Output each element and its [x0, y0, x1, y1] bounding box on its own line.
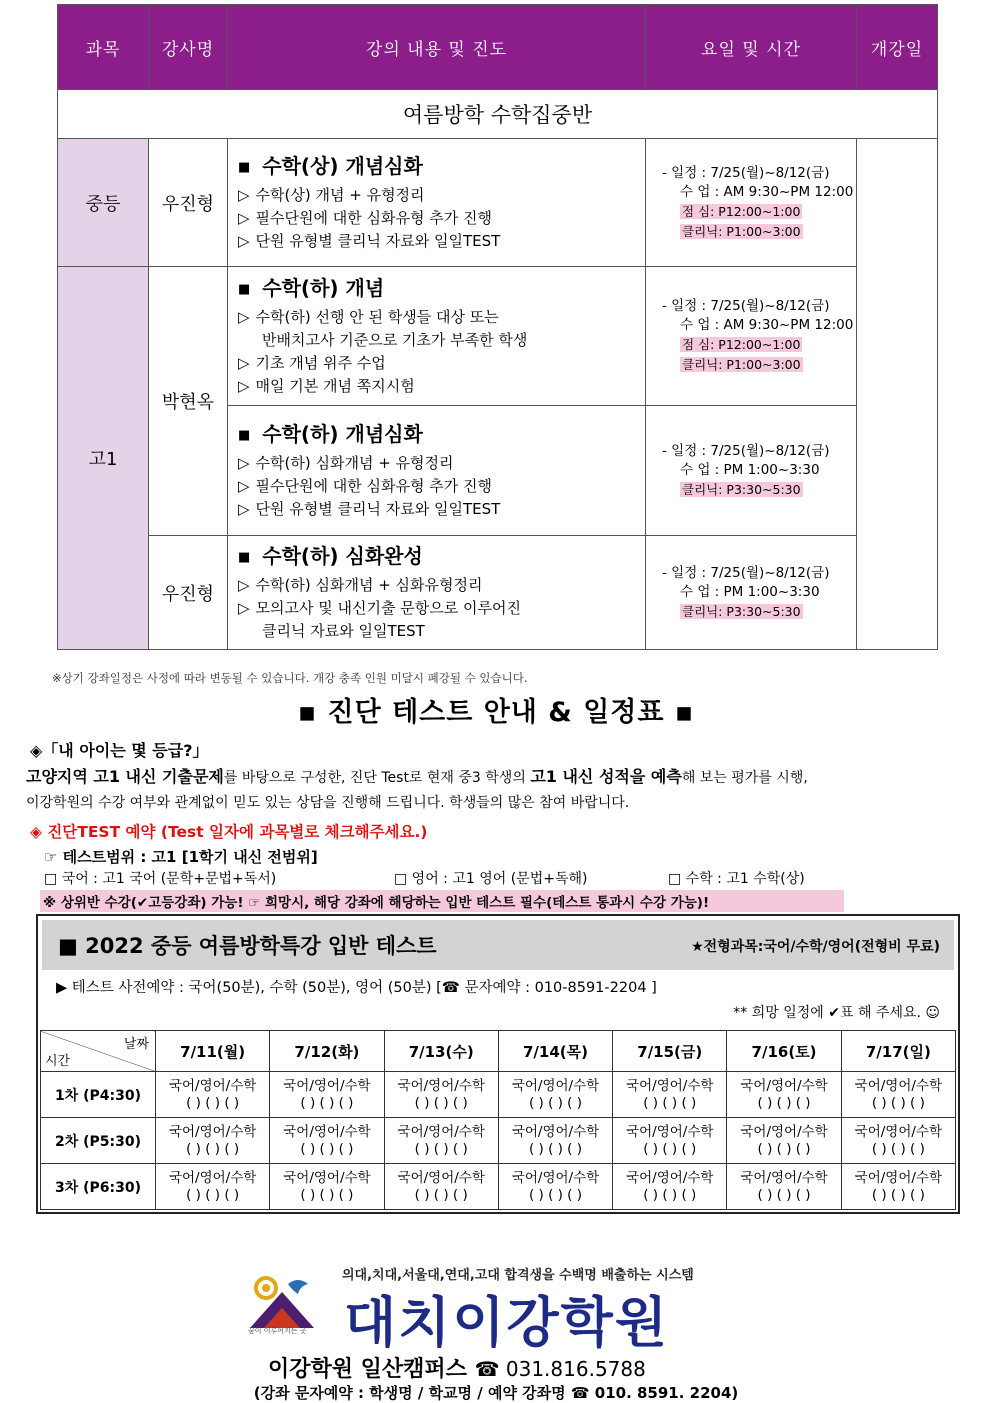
class-time-text: 수 업 : AM 9:30~PM 12:00: [680, 317, 854, 333]
slot-subjects: 국어/영어/수학: [854, 1077, 943, 1094]
test-slot-cell[interactable]: [384, 1164, 498, 1210]
test-range: ☞ 테스트범위 : 고1 [1학기 내신 전범위]: [44, 848, 318, 866]
course-item: ▷ 기초 개념 위주 수업: [238, 354, 386, 372]
time-cell: [646, 406, 857, 536]
course-item: ▷ 수학(하) 심화개념 + 유형정리: [238, 454, 454, 472]
period-text: - 일정 : 7/25(월)~8/12(금): [662, 564, 830, 581]
test-slot-cell[interactable]: [727, 1118, 841, 1164]
table-row: [58, 536, 938, 650]
header-content: 강의 내용 및 진도: [228, 5, 646, 90]
test-slot-cell[interactable]: [727, 1164, 841, 1210]
test-slot-cell[interactable]: [270, 1118, 384, 1164]
class-time-text: 수 업 : AM 9:30~PM 12:00: [680, 183, 854, 200]
course-item: ▷ 수학(하) 심화개념 + 심화유형정리: [238, 576, 483, 594]
course-item: ▷ 필수단원에 대한 심화유형 추가 진행: [238, 477, 492, 495]
test-slot-cell[interactable]: [841, 1164, 955, 1210]
course-title: ■ 수학(하) 개념심화: [238, 422, 423, 446]
test-slot-cell[interactable]: [156, 1072, 270, 1118]
course-schedule-table: [57, 4, 938, 650]
academy-logo: [244, 1274, 322, 1344]
placement-test-subjects: ★전형과목:국어/수학/영어(전형비 무료): [691, 939, 940, 955]
intro-paragraph: [26, 764, 966, 816]
question-heading: ◈「내 아이는 몇 등급?」: [30, 741, 209, 760]
date-header: 7/14(목): [498, 1031, 612, 1072]
triangle-bullet-icon: ▷: [238, 576, 250, 594]
course-item: ▷ 단원 유형별 클리닉 자료와 일일TEST: [238, 500, 501, 518]
placement-test-box: [36, 914, 960, 1214]
slot-subjects: 국어/영어/수학: [397, 1169, 485, 1186]
session-row: [41, 1072, 956, 1118]
lunch-time-text: 점 심: P12:00~1:00: [682, 337, 801, 352]
date-header: 7/16(토): [727, 1031, 841, 1072]
table-row: [58, 139, 938, 267]
slot-subjects: 국어/영어/수학: [511, 1077, 600, 1094]
intro-text: 해 보는 평가를 시행,: [681, 770, 808, 786]
campus-name: 이강학원 일산캠퍼스: [268, 1357, 467, 1382]
triangle-bullet-icon: ▷: [238, 454, 250, 472]
placement-test-title: ■ 2022 중등 여름방학특강 입반 테스트: [58, 934, 437, 958]
slot-subjects: 국어/영어/수학: [626, 1169, 714, 1186]
date-header: 7/17(일): [841, 1031, 955, 1072]
test-slot-cell[interactable]: [156, 1164, 270, 1210]
slot-checkboxes[interactable]: ( ) ( ) ( ): [871, 1186, 925, 1203]
clinic-time-text: 클리닉: P1:00~3:00: [682, 223, 801, 239]
start-date-cell: [857, 139, 938, 650]
test-slot-cell[interactable]: [384, 1118, 498, 1164]
clinic-time-text: 클리닉: P3:30~5:30: [682, 603, 801, 619]
clinic-time-text: 클리닉: P1:00~3:00: [682, 357, 801, 372]
banner-row: [58, 90, 938, 139]
slot-subjects: 국어/영어/수학: [397, 1077, 485, 1094]
intro-emphasis: 고양지역 고1 내신 기출문제: [26, 767, 224, 786]
slot-subjects: 국어/영어/수학: [283, 1123, 371, 1140]
test-slot-cell[interactable]: [270, 1164, 384, 1210]
slot-subjects: 국어/영어/수학: [740, 1077, 828, 1094]
academy-slogan: 의대,치대,서울대,연대,고대 합격생을 수백명 배출하는 시스템: [342, 1268, 694, 1283]
slot-subjects: 국어/영어/수학: [511, 1123, 600, 1140]
slot-checkboxes[interactable]: ( ) ( ) ( ): [300, 1094, 354, 1111]
test-slot-cell[interactable]: [498, 1118, 612, 1164]
slot-checkboxes[interactable]: ( ) ( ) ( ): [643, 1140, 697, 1157]
test-schedule-grid: [40, 1030, 956, 1210]
subject-cell: 고1: [58, 267, 149, 650]
time-cell: [646, 139, 857, 267]
check-hint: ** 희망 일정에 ✔표 해 주세요. ☺: [733, 1005, 940, 1021]
time-cell: [646, 267, 857, 406]
header-start-date: 개강일: [857, 5, 938, 90]
slot-checkboxes[interactable]: ( ) ( ) ( ): [757, 1186, 811, 1203]
triangle-bullet-icon: ▷: [238, 477, 250, 495]
slot-subjects: 국어/영어/수학: [626, 1123, 714, 1140]
slot-subjects: 국어/영어/수학: [283, 1077, 371, 1094]
course-content: [228, 536, 646, 650]
test-slot-cell[interactable]: [613, 1164, 727, 1210]
intro-text: 이강학원의 수강 여부와 관계없이 믿도 있는 상담을 진행해 드립니다. 학생들의 많은 참여 바랍니다.: [26, 795, 630, 811]
test-slot-cell[interactable]: [156, 1118, 270, 1164]
test-slot-cell[interactable]: [841, 1072, 955, 1118]
table-header-row: [58, 5, 938, 90]
triangle-bullet-icon: ▷: [238, 209, 250, 227]
course-item-continued: 클리닉 자료와 일일TEST: [262, 622, 425, 640]
course-item: ▷ 수학(상) 개념 + 유형정리: [238, 186, 425, 204]
slot-checkboxes[interactable]: ( ) ( ) ( ): [414, 1094, 468, 1111]
subject-checkbox-math[interactable]: □ 수학 : 고1 수학(상): [668, 871, 805, 887]
date-header: 7/11(월): [156, 1031, 270, 1072]
course-title: ■ 수학(하) 심화완성: [238, 544, 423, 568]
slot-checkboxes[interactable]: ( ) ( ) ( ): [528, 1094, 583, 1111]
triangle-bullet-icon: ▷: [238, 232, 250, 250]
period-text: - 일정 : 7/25(월)~8/12(금): [662, 298, 830, 314]
slot-checkboxes[interactable]: ( ) ( ) ( ): [300, 1186, 354, 1203]
test-slot-cell[interactable]: [613, 1072, 727, 1118]
placement-test-header: [42, 920, 954, 970]
corner-time-label: 시간: [45, 1054, 71, 1069]
slot-checkboxes[interactable]: ( ) ( ) ( ): [757, 1140, 811, 1157]
test-slot-cell[interactable]: [498, 1072, 612, 1118]
slot-subjects: 국어/영어/수학: [283, 1169, 371, 1186]
slot-checkboxes[interactable]: ( ) ( ) ( ): [643, 1186, 697, 1203]
triangle-bullet-icon: ▷: [238, 186, 250, 204]
slot-subjects: 국어/영어/수학: [626, 1077, 714, 1094]
time-cell: [646, 536, 857, 650]
reservation-heading: ◈ 진단TEST 예약 (Test 일자에 과목별로 체크해주세요.): [30, 823, 428, 841]
course-title: ■ 수학(하) 개념: [238, 276, 385, 300]
slot-checkboxes[interactable]: ( ) ( ) ( ): [528, 1186, 583, 1203]
course-item-continued: 반배치고사 기준으로 기초가 부족한 학생: [262, 331, 528, 349]
square-bullet-icon: ■: [238, 282, 251, 297]
course-content: [228, 406, 646, 536]
header-time: 요일 및 시간: [646, 5, 857, 90]
teacher-cell: 우진형: [149, 536, 228, 650]
slot-checkboxes[interactable]: ( ) ( ) ( ): [528, 1140, 583, 1157]
date-header: 7/13(수): [384, 1031, 498, 1072]
academy-brand-name: 대치이강학원: [344, 1291, 669, 1354]
test-slot-cell[interactable]: [727, 1072, 841, 1118]
test-subjects: [44, 868, 944, 888]
session-label: 2차 (P5:30): [41, 1118, 156, 1164]
intro-text: 를 바탕으로 구성한, 진단 Test로 현재 중3 학생의: [223, 770, 531, 786]
test-slot-cell[interactable]: [841, 1118, 955, 1164]
course-content: [228, 267, 646, 406]
triangle-bullet-icon: ▷: [238, 377, 250, 395]
lunch-time-text: 점 심: P12:00~1:00: [682, 203, 801, 219]
slot-subjects: 국어/영어/수학: [854, 1123, 943, 1140]
slot-subjects: 국어/영어/수학: [397, 1123, 485, 1140]
session-label: 1차 (P4:30): [41, 1072, 156, 1118]
slot-subjects: 국어/영어/수학: [854, 1169, 943, 1186]
slot-subjects: 국어/영어/수학: [168, 1123, 257, 1140]
grid-corner: [41, 1031, 156, 1072]
header-subject: 과목: [58, 5, 149, 90]
square-bullet-icon: ■: [238, 160, 251, 175]
campus-line: [268, 1352, 646, 1383]
logo-emblem-icon: [244, 1274, 322, 1330]
campus-phone: ☎ 031.816.5788: [474, 1357, 646, 1381]
triangle-bullet-icon: ▷: [238, 308, 250, 326]
square-bullet-icon: ■: [238, 428, 251, 443]
test-slot-cell[interactable]: [384, 1072, 498, 1118]
slot-subjects: 국어/영어/수학: [168, 1077, 257, 1094]
slot-subjects: 국어/영어/수학: [740, 1169, 828, 1186]
slot-checkboxes[interactable]: ( ) ( ) ( ): [414, 1140, 468, 1157]
slot-subjects: 국어/영어/수학: [740, 1123, 828, 1140]
course-item: ▷ 수학(하) 선행 안 된 학생들 대상 또는: [238, 308, 499, 326]
slot-checkboxes[interactable]: ( ) ( ) ( ): [300, 1140, 354, 1157]
slot-checkboxes[interactable]: ( ) ( ) ( ): [186, 1140, 240, 1157]
triangle-bullet-icon: ▷: [238, 354, 250, 372]
teacher-cell: 우진형: [149, 139, 228, 267]
course-content: [228, 139, 646, 267]
test-slot-cell[interactable]: [613, 1118, 727, 1164]
advanced-class-notice: ※ 상위반 수강(✔고등강좌) 가능! ☞ 희망시, 해당 강좌에 해당하는 입반 테스트 필수(테스트 통과시 수강 가능)!: [40, 890, 844, 912]
course-item: ▷ 필수단원에 대한 심화유형 추가 진행: [238, 209, 492, 227]
slot-checkboxes[interactable]: ( ) ( ) ( ): [757, 1094, 811, 1111]
program-banner: 여름방학 수학집중반: [58, 90, 938, 139]
schedule-note: ※상기 강좌일정은 사정에 따라 변동될 수 있습니다. 개강 충족 인원 미달시 폐강될 수 있습니다.: [52, 671, 528, 685]
subject-checkbox-english[interactable]: □ 영어 : 고1 영어 (문법+독해): [394, 871, 588, 887]
course-item: ▷ 단원 유형별 클리닉 자료와 일일TEST: [238, 232, 501, 250]
test-slot-cell[interactable]: [270, 1072, 384, 1118]
date-header-row: [41, 1031, 956, 1072]
table-row: [58, 267, 938, 406]
subject-cell: 중등: [58, 139, 149, 267]
slot-subjects: 국어/영어/수학: [511, 1169, 600, 1186]
test-section-title: ▪ 진단 테스트 안내 & 일정표 ▪: [297, 697, 695, 728]
class-time-text: 수 업 : PM 1:00~3:30: [680, 461, 820, 478]
slot-checkboxes[interactable]: ( ) ( ) ( ): [186, 1186, 240, 1203]
pre-reservation-info: ▶ 테스트 사전예약 : 국어(50분), 수학 (50분), 영어 (50분) [☎ 문자예약 : 010-8591-2204 ]: [56, 980, 657, 996]
slot-checkboxes[interactable]: ( ) ( ) ( ): [871, 1094, 925, 1111]
square-bullet-icon: ■: [238, 550, 251, 565]
corner-date-label: 날짜: [123, 1037, 149, 1052]
date-header: 7/12(화): [270, 1031, 384, 1072]
session-row: [41, 1164, 956, 1210]
slot-checkboxes[interactable]: ( ) ( ) ( ): [871, 1140, 925, 1157]
logo-motto: 꿈이 이루어지는 곳: [248, 1327, 307, 1335]
date-header: 7/15(금): [613, 1031, 727, 1072]
period-text: - 일정 : 7/25(월)~8/12(금): [662, 442, 830, 459]
triangle-bullet-icon: ▷: [238, 500, 250, 518]
test-slot-cell[interactable]: [498, 1164, 612, 1210]
course-title: ■ 수학(상) 개념심화: [238, 154, 423, 178]
period-text: - 일정 : 7/25(월)~8/12(금): [662, 164, 830, 181]
triangle-bullet-icon: ▷: [238, 599, 250, 617]
subject-checkbox-korean[interactable]: □ 국어 : 고1 국어 (문학+문법+독서): [44, 871, 277, 887]
sms-reservation-info: (강좌 문자예약 : 학생명 / 학교명 / 예약 강좌명 ☎ 010. 8591. 2204): [253, 1384, 739, 1402]
teacher-cell: 박현옥: [149, 267, 228, 536]
course-item: ▷ 모의고사 및 내신기출 문항으로 이루어진: [238, 599, 521, 617]
session-row: [41, 1118, 956, 1164]
header-teacher: 강사명: [149, 5, 228, 90]
slot-checkboxes[interactable]: ( ) ( ) ( ): [643, 1094, 697, 1111]
session-label: 3차 (P6:30): [41, 1164, 156, 1210]
slot-checkboxes[interactable]: ( ) ( ) ( ): [414, 1186, 468, 1203]
slot-subjects: 국어/영어/수학: [168, 1169, 257, 1186]
clinic-time-text: 클리닉: P3:30~5:30: [682, 481, 801, 497]
intro-emphasis: 고1 내신 성적을 예측: [530, 767, 682, 786]
class-time-text: 수 업 : PM 1:00~3:30: [680, 583, 820, 600]
slot-checkboxes[interactable]: ( ) ( ) ( ): [186, 1094, 240, 1111]
course-item: ▷ 매일 기본 개념 쪽지시험: [238, 377, 415, 395]
